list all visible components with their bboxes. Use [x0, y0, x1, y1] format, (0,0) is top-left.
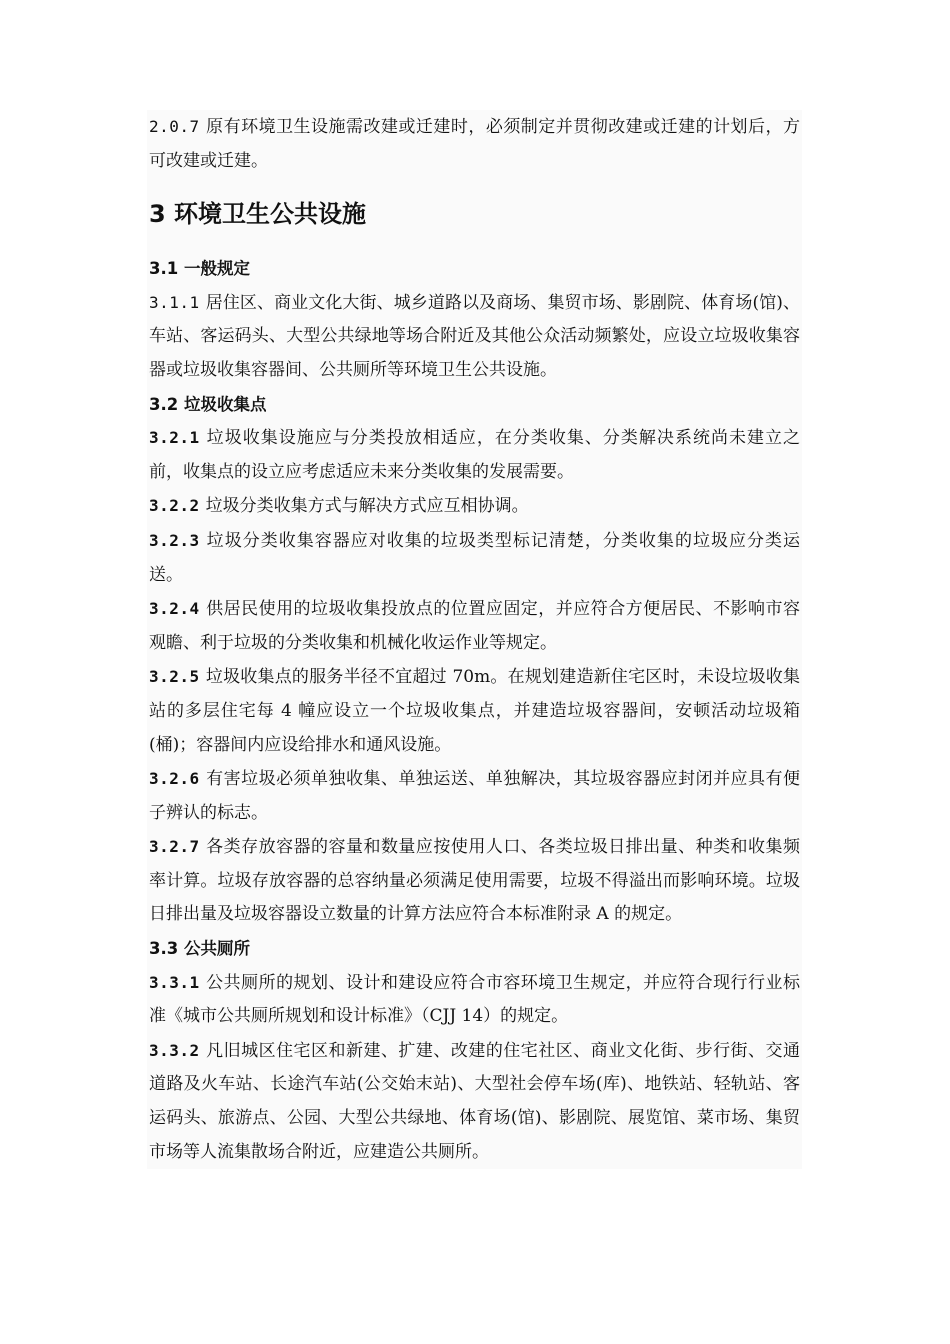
clause-3-2-6 — [147, 762, 802, 830]
section-title-3-2: 3.2 垃圾收集点 — [149, 394, 267, 414]
clause-number: 3.3.1 — [149, 972, 200, 992]
section-title-3-3: 3.3 公共厕所 — [149, 939, 250, 959]
clause-text: 居住区、商业文化大街、城乡道路以及商场、集贸市场、影剧院、体育场(馆)、车站、客运码头、大型公共绿地等场合附近及其他公众活动频繁处，应设立垃圾收集容器或垃圾收集容器间、公共厕所等环境卫生公共设施。 — [149, 292, 800, 380]
clause-number: 3.3.2 — [149, 1040, 200, 1060]
clause-3-2-1 — [147, 421, 802, 489]
clause-number: 3.1.1 — [149, 292, 200, 312]
clause-text: 有害垃圾必须单独收集、单独运送、单独解决，其垃圾容器应封闭并应具有便子辨认的标志。 — [149, 769, 800, 823]
clause-number: 3.2.2 — [149, 496, 200, 516]
clause-number: 3.2.3 — [149, 530, 200, 550]
clause-text: 供居民使用的垃圾收集投放点的位置应固定，并应符合方便居民、不影响市容观瞻、利于垃圾的分类收集和机械化收运作业等规定。 — [149, 599, 800, 653]
clause-number: 3.2.7 — [149, 837, 200, 857]
clause-number: 3.2.4 — [149, 599, 200, 619]
clause-text: 各类存放容器的容量和数量应按使用人口、各类垃圾日排出量、种类和收集频率计算。垃圾存放容器的总容纳量必须满足使用需要，垃圾不得溢出而影响环境。垃圾日排出量及垃圾容器设立数量的计算方法应符合本标准附录 A 的规定。 — [149, 837, 800, 925]
document-body — [147, 110, 802, 1169]
clause-text: 原有环境卫生设施需改建或迁建时，必须制定并贯彻改建或迁建的计划后，方可改建或迁建。 — [149, 117, 800, 171]
clause-text: 垃圾分类收集容器应对收集的垃圾类型标记清楚，分类收集的垃圾应分类运送。 — [149, 530, 800, 585]
section-title-3-1: 3.1 一般规定 — [149, 259, 250, 279]
clause-3-2-7 — [147, 830, 802, 932]
clause-number: 3.2.6 — [149, 769, 200, 789]
clause-number: 3.2.1 — [149, 428, 200, 448]
clause-3-2-5 — [147, 660, 802, 762]
clause-text: 垃圾收集设施应与分类投放相适应，在分类收集、分类解决系统尚未建立之前，收集点的设立应考虑适应未来分类收集的发展需要。 — [149, 428, 800, 482]
clause-text: 垃圾收集点的服务半径不宜超过 70m。在规划建造新住宅区时，未设垃圾收集站的多层住宅每 4 幢应设立一个垃圾收集点，并建造垃圾容器间，安顿活动垃圾箱(桶)；容器间内应设给排水和通风设施。 — [149, 667, 800, 755]
clause-3-2-2 — [147, 489, 802, 524]
clause-3-3-2 — [147, 1034, 802, 1169]
clause-number: 3.2.5 — [149, 667, 200, 687]
clause-text: 公共厕所的规划、设计和建设应符合市容环境卫生规定，并应符合现行行业标准《城市公共厕所规划和设计标准》（CJJ 14）的规定。 — [149, 972, 800, 1027]
clause-3-1-1 — [147, 286, 802, 388]
clause-3-2-3 — [147, 524, 802, 592]
clause-3-3-1 — [147, 966, 802, 1034]
chapter-title: 3 环境卫生公共设施 — [149, 200, 367, 229]
clause-2-0-7 — [147, 110, 802, 178]
clause-number: 2.0.7 — [149, 117, 200, 136]
clause-text: 凡旧城区住宅区和新建、扩建、改建的住宅社区、商业文化街、步行街、交通道路及火车站、长途汽车站(公交始末站)、大型社会停车场(库)、地铁站、轻轨站、客运码头、旅游点、公园、大型公共绿地、体育场(馆)、影剧院、展览馆、菜市场、集贸市场等人流集散场合附近，应建造公共厕所。 — [149, 1040, 800, 1162]
clause-text: 垃圾分类收集方式与解决方式应互相协调。 — [205, 496, 529, 517]
clause-3-2-4 — [147, 592, 802, 660]
